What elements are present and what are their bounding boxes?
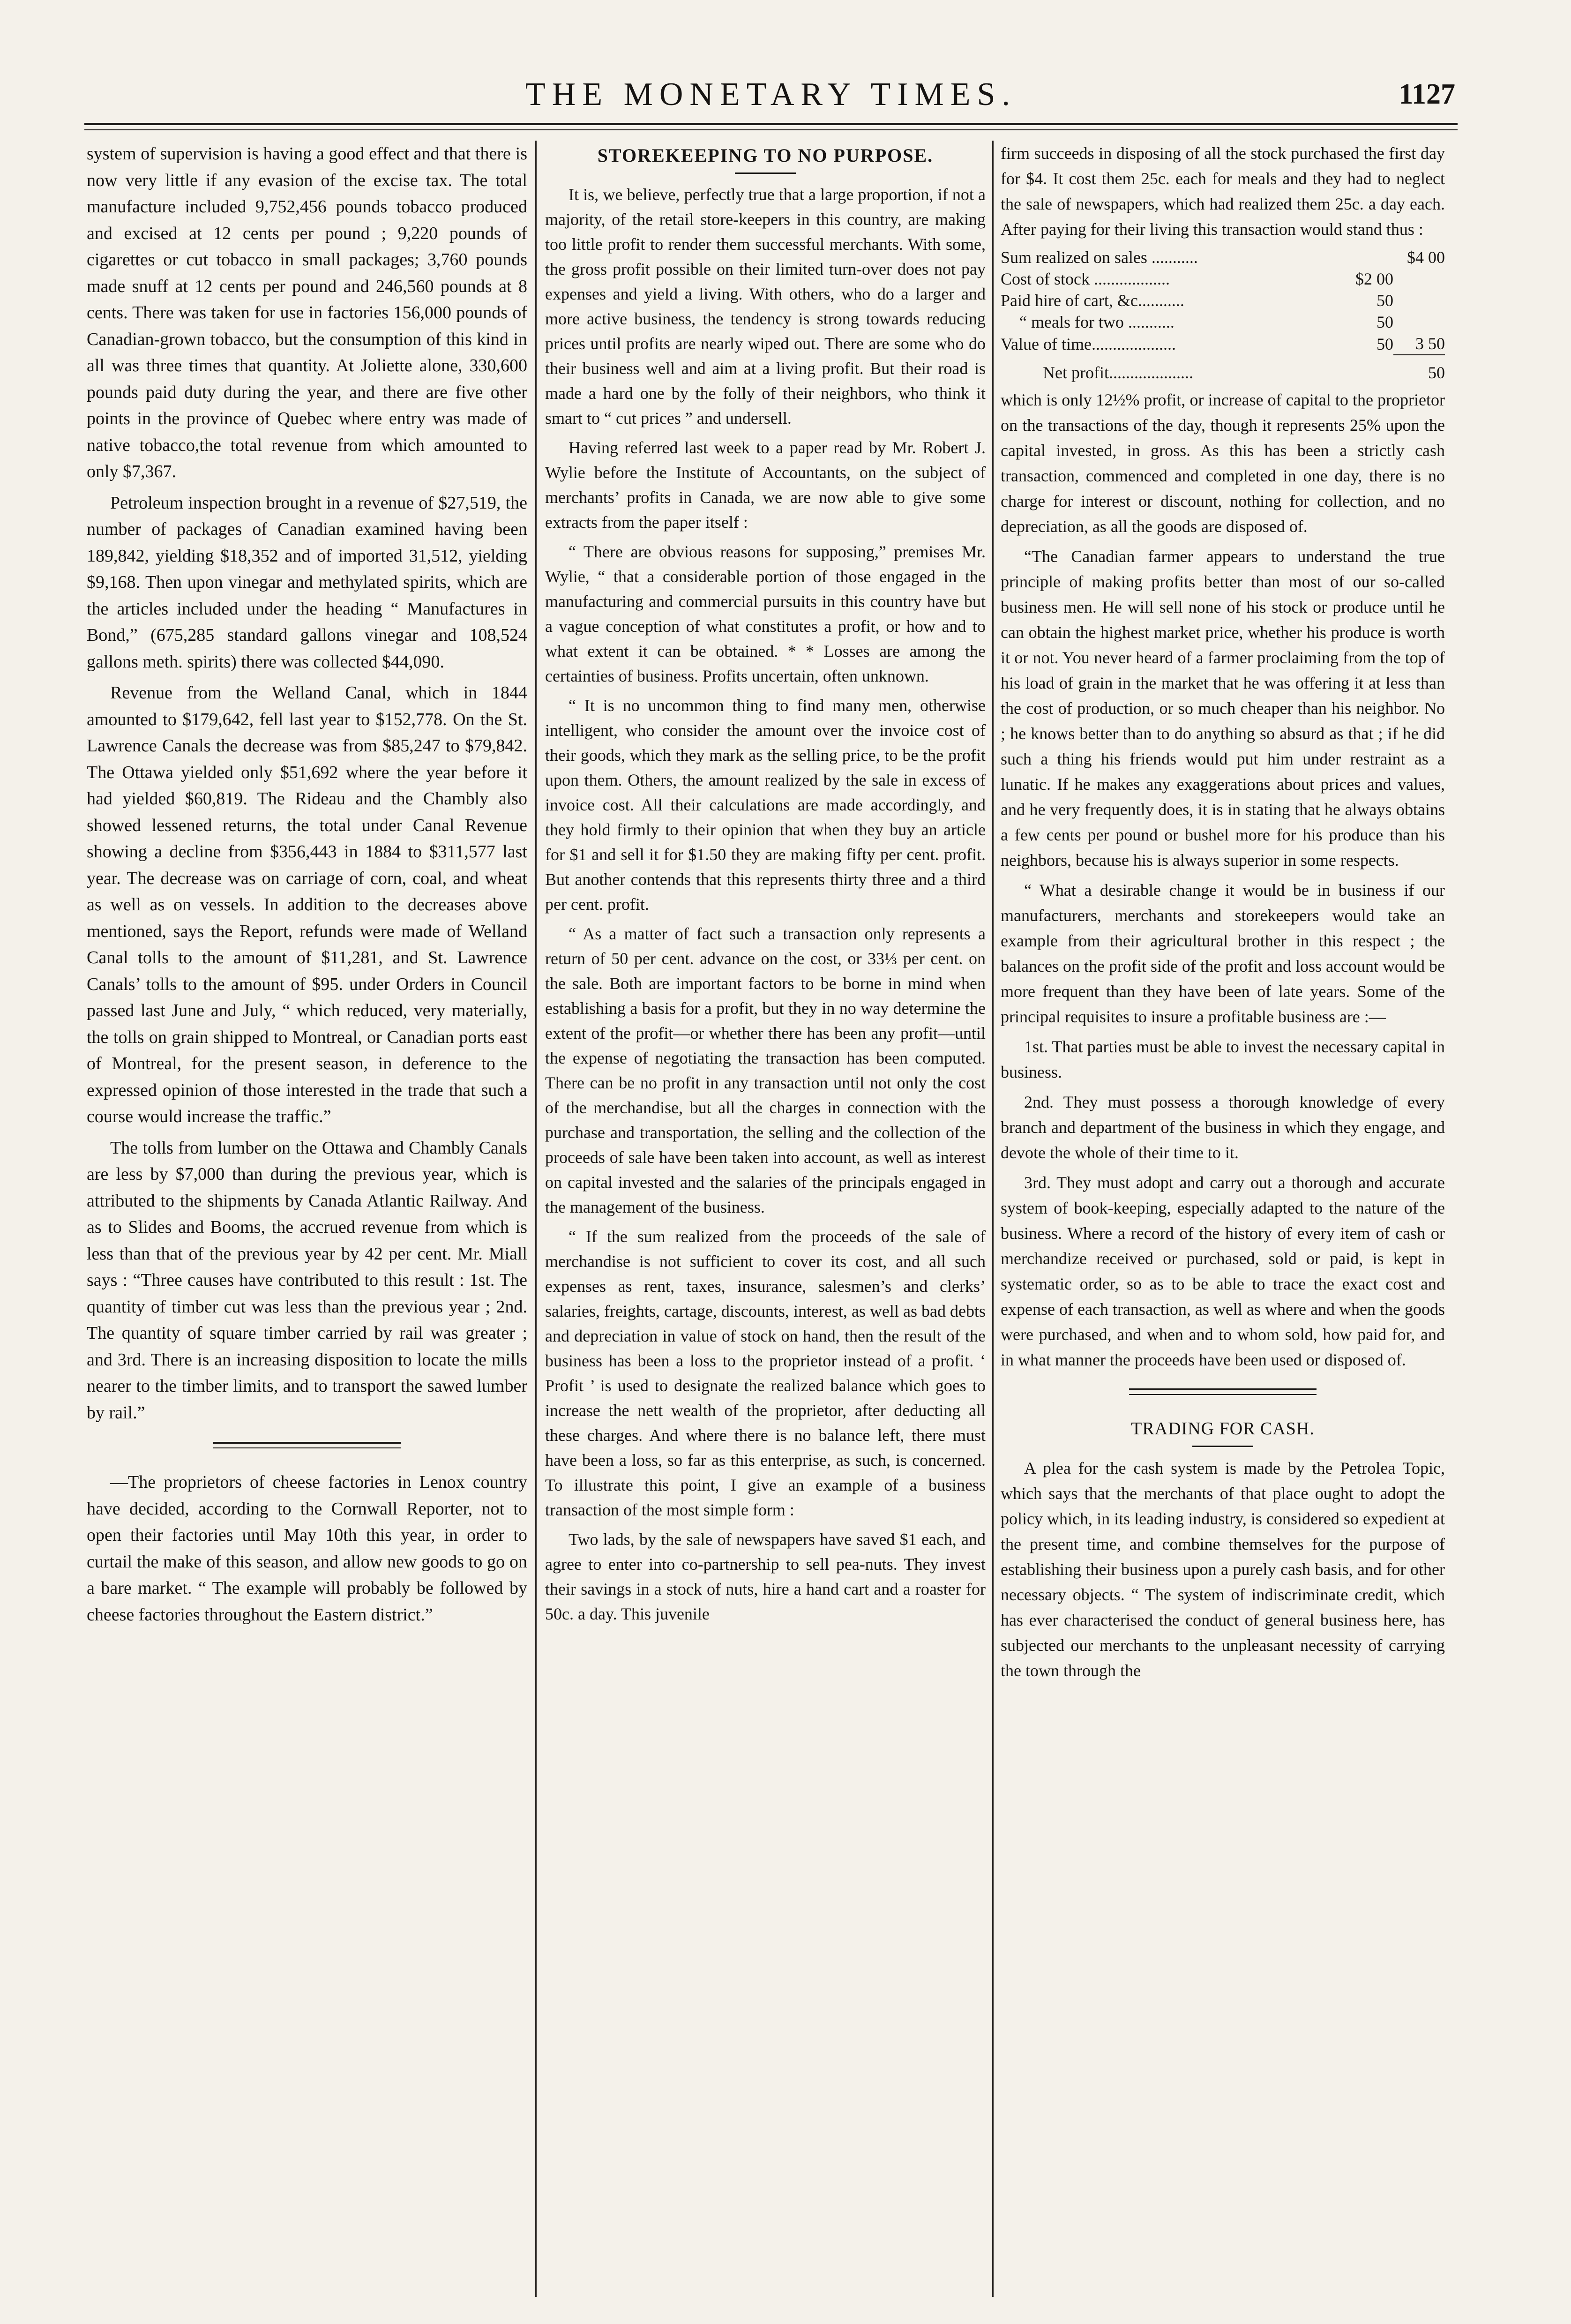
ledger-row-net xyxy=(1001,355,1445,383)
ledger-total xyxy=(1393,290,1445,311)
article-paragraph: The tolls from lumber on the Ottawa and Chambly Canals are less by $7,000 than during the previous year, which is attributed to the shipments by Canada Atlantic Railway. And as to Slides and Booms, the accrued revenue from which is less than that of the previous year by 42 per cent. Mr. Miall says : “Three causes have contributed to this result : 1st. The quantity of timber cut was less than the previous year ; 2nd. The quantity of square timber carried by rail was greater ; and 3rd. There is an increasing disposition to locate the mills nearer to the timber limits, and to transport the sawed lumber by rail.” xyxy=(87,1138,527,1423)
article-paragraph: Revenue from the Welland Canal, which in 1844 amounted to $179,642, fell last year to $152,778. On the St. Lawrence Canals the decrease was from $85,247 to $79,842. The Ottawa yielded only $51,692 where the year before it had yielded $60,819. The Rideau and the Chambly also showed lessened returns, the total under Canal Revenue showing a decline from $356,443 in 1884 to $311,577 last year. The decrease was on carriage of corn, coal, and wheat as well as on vessels. In addition to the decreases above mentioned, says the Report, refunds were made of Welland Canal tolls to the amount of $11,281, and St. Lawrence Canals’ tolls to the amount of $95. under Orders in Council passed last June and July, “ which reduced, very materially, the tolls on grain shipped to Montreal, or Canadian ports east of Montreal, for the present season, in deference to the expressed opinion of those interested in the trade that such a course would increase the traffic.” xyxy=(87,683,527,1126)
quoted-paragraph: “ What a desirable change it would be in business if our manufacturers, merchants and storekeepers would take an example from their agricultural brother in this respect ; the balances on the profit side of the profit and loss account would be more frequent than they have been of late years. Some of the principal requisites to insure a profitable business are :— xyxy=(1001,881,1445,1026)
page-number: 1127 xyxy=(1399,78,1455,110)
column-1 xyxy=(87,141,527,2292)
article-paragraph: It is, we believe, perfectly true that a large proportion, if not a majority, of the retail store-keepers in this country, are making too little profit to render them successful merchants. With some, the gross profit possible on their limited turn-over does not pay expenses and yield a living. With others, who do a larger and more active business, the tendency is strong towards reducing prices until profits are nearly wiped out. There are some who do their business well and aim at a living profit. But their road is made a hard one by the folly of their neighbors, who think it smart to “ cut prices ” and undersell. xyxy=(545,185,986,427)
ledger-amount: $2 00 xyxy=(1355,270,1393,288)
column-divider xyxy=(992,141,994,2297)
article-paragraph: Having referred last week to a paper read by Mr. Robert J. Wylie before the Institute of Accountants, on the subject of merchants’ profits in Canada, we are now able to give some extracts from the paper itself : xyxy=(545,438,986,532)
ledger-net-label: Net profit.................... xyxy=(1043,363,1193,382)
article-paragraph: firm succeeds in disposing of all the stock purchased the first day for $4. It cost them 25c. each for meals and they had to neglect the sale of newspapers, which had realized them 25c. a day each. After paying for their living this transaction would stand thus : xyxy=(1001,144,1445,239)
ledger-amount xyxy=(1342,247,1393,268)
article-paragraph: system of supervision is having a good effect and that there is now very little if any evasion of the excise tax. The total manufacture included 9,752,456 pounds tobacco produced and excised at 12 cents per pound ; 9,220 pounds of cigarettes or cut tobacco in small packages; 3,760 pounds made snuff at 12 cents per pound and 246,560 pounds at 8 cents. There was taken for use in factories 156,000 pounds of Canadian-grown tobacco, but the consumption of this kind in all was three times that quantity. At Joliette alone, 330,600 pounds paid duty during the year, and there are five other points in the province of Quebec where entry was made of native tobacco,the total revenue from which amounted to only $7,367. xyxy=(87,144,527,481)
article-paragraph: Petroleum inspection brought in a revenue of $27,519, the number of packages of Canadian examined having been 189,842, yielding $18,352 and of imported 31,512, yielding $9,168. Then upon vinegar and methylated spirits, which are the articles included under the heading “ Manufactures in Bond,” (675,285 standard gallons vinegar and 108,524 gallons meth. spirits) there was collected $44,090. xyxy=(87,493,527,672)
section-separator xyxy=(1129,1388,1317,1395)
ledger-total xyxy=(1393,268,1445,290)
header-rule xyxy=(84,123,1458,125)
ledger-label: “ meals for two ........... xyxy=(1019,313,1175,331)
ledger-row xyxy=(1001,311,1445,333)
ledger-label: Value of time.................... xyxy=(1001,335,1176,353)
ledger-net-value: 50 xyxy=(1393,355,1445,383)
title-rule xyxy=(1192,1446,1253,1447)
ledger-row xyxy=(1001,268,1445,290)
article-title: STOREKEEPING TO NO PURPOSE. xyxy=(597,145,934,166)
ledger-total: $4 00 xyxy=(1407,248,1445,267)
ledger-label: Sum realized on sales ........... xyxy=(1001,248,1198,267)
column-3 xyxy=(1001,141,1445,2292)
quoted-paragraph: “The Canadian farmer appears to understand the true principle of making profits better than most of our so-called business men. He will sell none of his stock or produce until he can obtain the highest market price, whether his produce is worth it or not. You never heard of a farmer proclaiming from the top of his load of grain in the market that he was offering it at less than the cost of production, or so much cheaper than his neighbor. No ; he knows better than to do anything so absurd as that ; if he did such a thing his friends would put him under restraint as a lunatic. If he makes any exaggerations about prices and values, and he very frequently does, it is in stating that he always obtains a few cents per pound or bushel more for his produce than his neighbors, because his is always superior in some respects. xyxy=(1001,547,1445,870)
quoted-paragraph: “ There are obvious reasons for supposing,” premises Mr. Wylie, “ that a considerable portion of those engaged in the manufacturing and commercial pursuits in this country have but a vague conception of what constitutes a profit, or how and to what extent it can be obtained. * * Losses are among the certainties of business. Profits uncertain, often unknown. xyxy=(545,542,986,685)
quoted-paragraph: “ It is no uncommon thing to find many men, otherwise intelligent, who consider the amount over the invoice cost of their goods, which they mark as the selling price, to be the profit upon them. Others, the amount realized by the sale in excess of invoice cost. All their calculations are made accordingly, and they hold firmly to their opinion that when they buy an article for $1 and sell it for $1.50 they are making fifty per cent. profit. But another contends that this represents thirty three and a third per cent. profit. xyxy=(545,696,986,914)
ledger-label: Cost of stock .................. xyxy=(1001,270,1170,288)
quoted-paragraph: “ If the sum realized from the proceeds of the sale of merchandise is not sufficient to cover its cost, and all such expenses as rent, taxes, insurance, salesmen’s and clerks’ salaries, freights, cartage, discounts, interest, as well as bad debts and depreciation in value of stock on hand, then the result of the business has been a loss to the proprietor instead of a profit. ‘ Profit ’ is used to designate the realized balance which goes to increase the nett wealth of the proprietor, after deducting all these charges. And where there is no balance left, there must have been a loss, so far as this enterprise, as such, is concerned. To illustrate this point, I give an example of a business transaction of the most simple form : xyxy=(545,1227,986,1519)
ledger-total xyxy=(1393,311,1445,333)
quoted-paragraph: Two lads, by the sale of newspapers have saved $1 each, and agree to enter into co-partnership to sell pea-nuts. They invest their savings in a stock of nuts, hire a hand cart and a roaster for 50c. a day. This juvenile xyxy=(545,1530,986,1623)
profit-ledger xyxy=(1001,247,1445,383)
page-header xyxy=(87,66,1455,121)
ledger-row xyxy=(1001,247,1445,268)
article-title: TRADING FOR CASH. xyxy=(1131,1419,1315,1439)
ledger-total: 3 50 xyxy=(1415,334,1445,353)
quoted-paragraph: “ As a matter of fact such a transaction only represents a return of 50 per cent. advance on the cost, or 33⅓ per cent. on the sale. Both are important factors to be borne in mind when establishing a basis for a profit, but they in no way determine the extent of the profit—or whether there has been any profit—until the expense of negotiating the transaction has been computed. There can be no profit in any transaction until not only the cost of the merchandise, but all the charges in connection with the purchase and transportation, the selling and the collection of the proceeds of sale have been taken into account, as well as interest on capital invested and the salaries of the principals engaged in the management of the business. xyxy=(545,924,986,1216)
title-rule xyxy=(735,172,796,174)
article-paragraph: which is only 12½% profit, or increase of capital to the proprietor on the transactions of the day, though it represents 25% upon the capital invested, in gross. As this has been a strictly cash transaction, commenced and completed in one day, there is no charge for interest or discount, nothing for collection, and no depreciation, as all the goods are disposed of. xyxy=(1001,390,1445,536)
ledger-amount: 50 xyxy=(1376,313,1393,331)
masthead: THE MONETARY TIMES. xyxy=(525,76,1017,112)
header-rule-thin xyxy=(84,129,1458,130)
list-paragraph: 1st. That parties must be able to invest the necessary capital in business. xyxy=(1001,1037,1445,1081)
column-2 xyxy=(545,141,986,2292)
column-divider xyxy=(535,141,537,2297)
article-paragraph: A plea for the cash system is made by the Petrolea Topic, which says that the merchants of that place ought to adopt the policy which, in its leading industry, is considered so expedient at the present time, and combine themselves for the purpose of establishing their business upon a purely cash basis, and for other necessary objects. “ The system of indiscriminate credit, which has ever characterised the conduct of general business here, has subjected our merchants to the unpleasant necessity of carrying the town through the xyxy=(1001,1459,1445,1680)
ledger-amount: 50 xyxy=(1376,335,1393,353)
list-paragraph: 2nd. They must possess a thorough knowledge of every branch and department of the business in which they engage, and devote the whole of their time to it. xyxy=(1001,1093,1445,1162)
section-separator xyxy=(213,1442,401,1448)
ledger-row xyxy=(1001,290,1445,311)
ledger-amount: 50 xyxy=(1376,291,1393,310)
news-note: —The proprietors of cheese factories in Lenox country have decided, according to the Cornwall Reporter, not to open their factories until May 10th this year, in order to curtail the make of this season, and allow new goods to go on a bare market. “ The example will probably be followed by cheese factories throughout the Eastern district.” xyxy=(87,1472,527,1625)
ledger-label: Paid hire of cart, &c........... xyxy=(1001,291,1184,310)
list-paragraph: 3rd. They must adopt and carry out a thorough and accurate system of book-keeping, especially adapted to the nature of the business. Where a record of the history of every item of cash or merchandize received or purchased, sold or paid, is kept in systematic order, so as to be able to trace the exact cost and expense of each transaction, as well as where and when the goods were purchased, and when and to whom sold, how paid for, and in what manner the proceeds have been used or disposed of. xyxy=(1001,1173,1445,1369)
ledger-row xyxy=(1001,333,1445,355)
